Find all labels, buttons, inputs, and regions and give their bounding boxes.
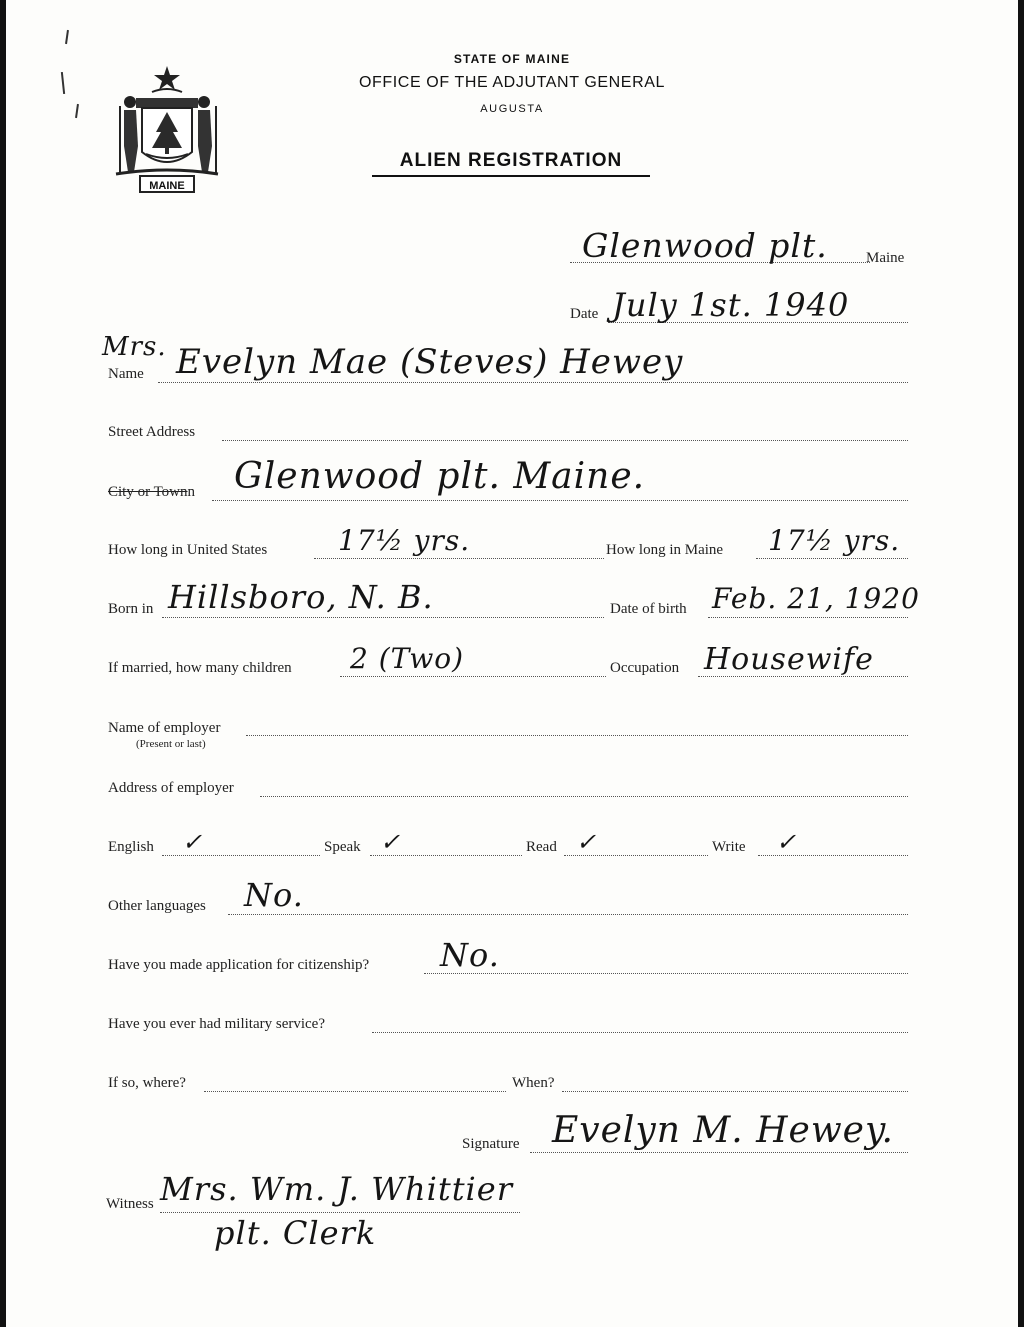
date-of-birth-label: Date of birth: [610, 601, 687, 617]
if-so-where-label: If so, where?: [108, 1075, 186, 1091]
other-languages-handwritten: No.: [244, 876, 304, 914]
english-label: English: [108, 839, 154, 855]
born-in-label: Born in: [108, 601, 154, 617]
signature-line: [530, 1152, 908, 1153]
when-label: When?: [512, 1075, 555, 1091]
street-address-label: Street Address: [108, 424, 196, 440]
employer-name-sublabel: (Present or last): [136, 738, 206, 750]
children-line: [340, 676, 606, 677]
name-label: Name: [108, 366, 144, 382]
scan-left-edge: [0, 0, 6, 1327]
header-city: AUGUSTA: [480, 103, 544, 115]
signature-label: Signature: [462, 1136, 520, 1152]
read-check-icon: ✓: [576, 828, 598, 856]
military-service-label: Have you ever had military service?: [108, 1016, 325, 1032]
margin-mark: [65, 30, 69, 44]
how-long-us-line: [314, 558, 604, 559]
place-label: Maine: [866, 250, 905, 266]
signature-handwritten: Evelyn M. Hewey.: [552, 1110, 894, 1151]
write-label: Write: [712, 839, 746, 855]
speak-check-icon: ✓: [380, 828, 402, 856]
date-of-birth-handwritten: Feb. 21, 1920: [712, 582, 920, 615]
occupation-handwritten: Housewife: [704, 642, 874, 677]
street-address-line: [222, 440, 908, 441]
when-line: [562, 1091, 908, 1092]
header-office: OFFICE OF THE ADJUTANT GENERAL: [358, 74, 666, 91]
citizenship-handwritten: No.: [440, 936, 500, 974]
how-long-us-handwritten: 17½ yrs.: [338, 524, 471, 557]
citizenship-label: Have you made application for citizenship?: [108, 957, 370, 973]
name-handwritten: Evelyn Mae (Steves) Hewey: [176, 342, 684, 382]
date-handwritten: July 1st. 1940: [612, 286, 850, 324]
name-prefix-handwritten: Mrs.: [102, 332, 167, 362]
how-long-us-label: How long in United States: [108, 542, 268, 558]
born-in-line: [162, 617, 604, 618]
svg-text:MAINE: MAINE: [149, 180, 185, 192]
speak-label: Speak: [324, 839, 361, 855]
header-state: STATE OF MAINE: [453, 52, 571, 66]
employer-name-line: [246, 735, 908, 736]
city-town-line: [212, 500, 908, 501]
how-long-maine-line: [756, 558, 908, 559]
children-label: If married, how many children: [108, 660, 292, 676]
if-so-where-line: [204, 1091, 506, 1092]
employer-address-label: Address of employer: [108, 780, 234, 796]
place-handwritten: Glenwood plt.: [582, 226, 828, 265]
date-of-birth-line: [708, 617, 908, 618]
born-in-handwritten: Hillsboro, N. B.: [168, 578, 434, 616]
name-line: [158, 382, 908, 383]
witness-handwritten-name: Mrs. Wm. J. Whittier: [160, 1170, 514, 1208]
other-languages-label: Other languages: [108, 898, 206, 914]
city-town-label: City or Townn: [108, 484, 196, 500]
other-languages-line: [228, 914, 908, 915]
witness-line: [160, 1212, 520, 1213]
children-handwritten: 2 (Two): [350, 642, 465, 675]
read-label: Read: [526, 839, 557, 855]
how-long-maine-handwritten: 17½ yrs.: [768, 524, 901, 557]
english-check-icon: ✓: [182, 828, 204, 856]
scan-right-edge: [1018, 0, 1024, 1327]
city-town-handwritten: Glenwood plt. Maine.: [234, 456, 646, 497]
employer-name-label: Name of employer: [108, 720, 221, 736]
witness-label: Witness: [106, 1196, 154, 1212]
military-service-line: [372, 1032, 908, 1033]
date-label: Date: [570, 306, 599, 322]
occupation-label: Occupation: [610, 660, 680, 676]
witness-handwritten-title: plt. Clerk: [214, 1214, 377, 1252]
write-check-icon: ✓: [776, 828, 798, 856]
how-long-maine-label: How long in Maine: [606, 542, 724, 558]
form-title: ALIEN REGISTRATION: [372, 150, 650, 177]
employer-address-line: [260, 796, 908, 797]
